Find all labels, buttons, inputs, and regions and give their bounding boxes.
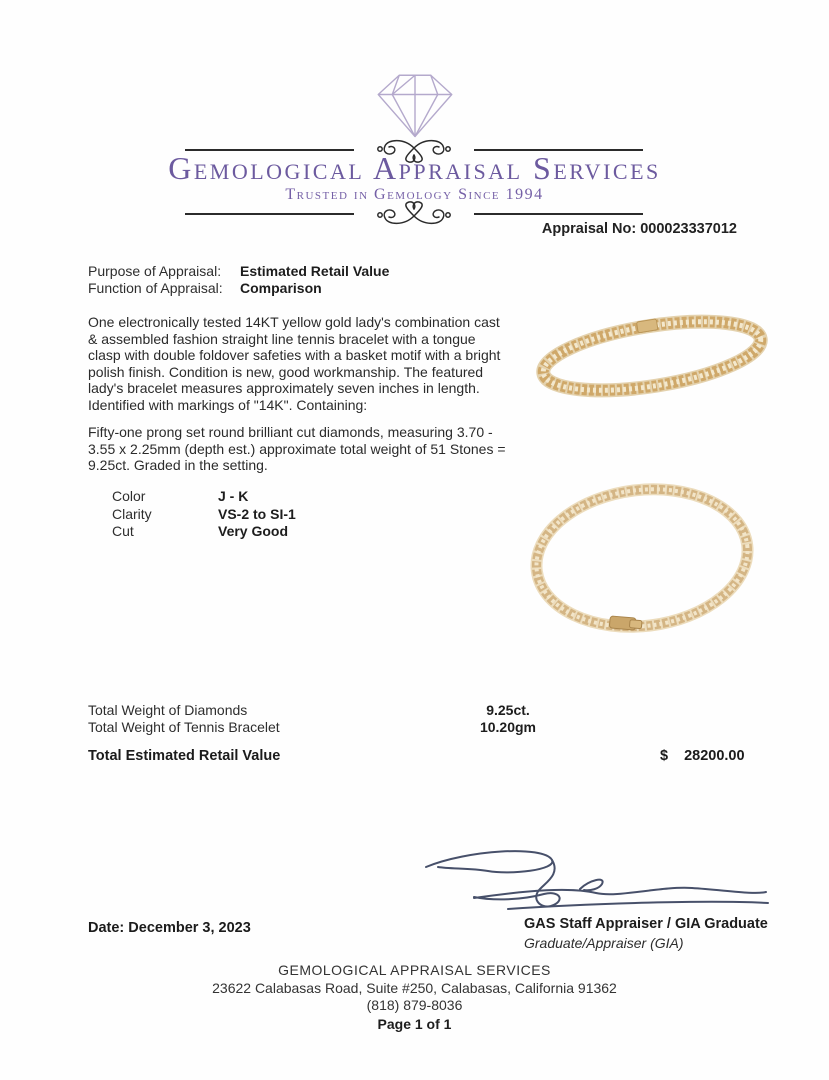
info-row bbox=[88, 280, 389, 297]
rule-line bbox=[185, 213, 354, 215]
grading-table bbox=[112, 488, 296, 541]
company-tagline: Trusted in Gemology Since 1994 bbox=[285, 186, 544, 203]
rule-line bbox=[474, 213, 643, 215]
color-label: Color bbox=[112, 488, 146, 504]
appraisal-info bbox=[88, 263, 389, 297]
cut-label: Cut bbox=[112, 523, 134, 539]
appraisal-number: Appraisal No: 000023337012 bbox=[541, 221, 737, 237]
company-title: Gemological Appraisal Services bbox=[168, 150, 661, 186]
item-description: One electronically tested 14KT yellow gold lady's combination cast & assembled fashion straight line tennis bracelet with a tongue clasp with double foldover safeties with a basket motif with a bright polish finish. Condition is new, good workmanship. The featured lady's bracelet measures approximately seven inches in length. Identified with markings of "14K". Containing: bbox=[88, 314, 501, 413]
page-number: Page 1 of 1 bbox=[377, 1016, 452, 1032]
appraiser-title: GAS Staff Appraiser / GIA Graduate bbox=[524, 916, 768, 932]
footer-phone: (818) 879-8036 bbox=[366, 997, 463, 1013]
footer-company-name: GEMOLOGICAL APPRAISAL SERVICES bbox=[278, 962, 551, 978]
amount: 28200.00 bbox=[684, 748, 745, 764]
purpose-value: Estimated Retail Value bbox=[240, 263, 390, 279]
clarity-label: Clarity bbox=[112, 505, 152, 522]
diamond-description: Fifty-one prong set round brilliant cut diamonds, measuring 3.70 - 3.55 x 2.25mm (depth est.) approximate total weight of 51 Stones = 9.25ct. Graded in the setting. bbox=[88, 424, 506, 473]
purpose-label: Purpose of Appraisal: bbox=[88, 263, 222, 279]
appraiser-credentials: Graduate/Appraiser (GIA) bbox=[524, 935, 684, 951]
footer-address: 23622 Calabasas Road, Suite #250, Calabasas, California 91362 bbox=[212, 980, 617, 996]
appraisal-date: Date: December 3, 2023 bbox=[88, 920, 251, 936]
bracelet-photo-back bbox=[518, 468, 766, 650]
grade-row bbox=[112, 506, 296, 524]
total-diamonds-label: Total Weight of Diamonds bbox=[88, 702, 248, 718]
clarity-value: VS-2 to SI-1 bbox=[218, 505, 296, 522]
info-row bbox=[88, 263, 389, 280]
bracelet-photo-front bbox=[526, 302, 778, 410]
currency-symbol: $ bbox=[660, 748, 669, 764]
grade-row bbox=[112, 523, 296, 541]
totals-labels bbox=[88, 702, 280, 736]
retail-value-label: Total Estimated Retail Value bbox=[88, 748, 281, 764]
function-label: Function of Appraisal: bbox=[88, 280, 223, 296]
total-bracelet-value: 10.20gm bbox=[479, 719, 537, 735]
totals-values bbox=[448, 702, 568, 736]
total-bracelet-label: Total Weight of Tennis Bracelet bbox=[88, 719, 280, 735]
grade-row bbox=[112, 488, 296, 506]
appraiser-signature bbox=[412, 843, 777, 921]
function-value: Comparison bbox=[240, 280, 322, 296]
total-diamonds-value: 9.25ct. bbox=[486, 702, 530, 718]
color-value: J - K bbox=[218, 488, 249, 504]
cut-value: Very Good bbox=[218, 523, 289, 539]
diamond-icon bbox=[370, 70, 460, 140]
retail-value-amount bbox=[660, 748, 745, 764]
